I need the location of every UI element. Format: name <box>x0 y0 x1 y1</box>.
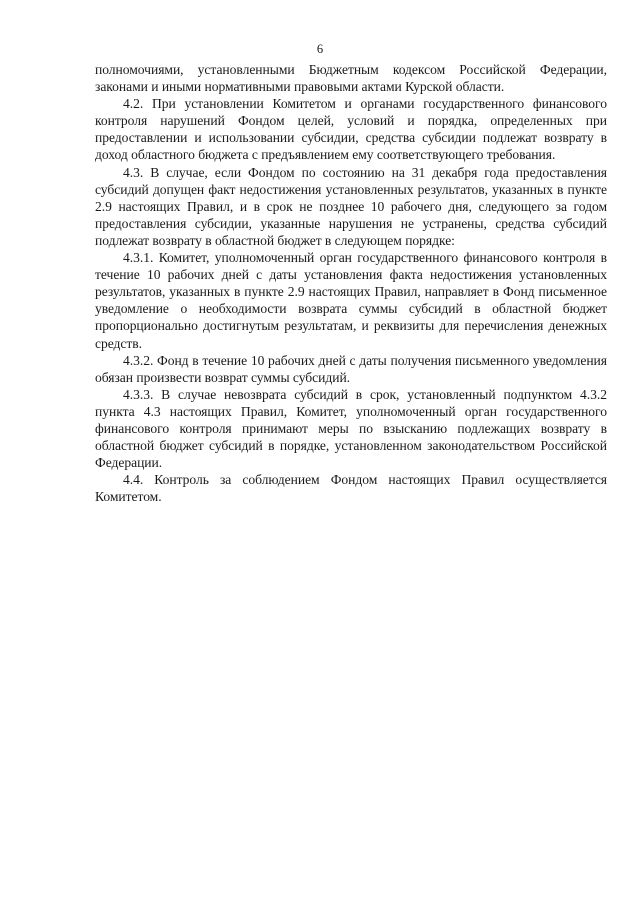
paragraph-4-3-2: 4.3.2. Фонд в течение 10 рабочих дней с даты получения письменного уведомления обязан произвести возврат суммы субсидий. <box>95 352 607 385</box>
document-body <box>95 61 607 505</box>
paragraph-4-4: 4.4. Контроль за соблюдением Фондом настоящих Правил осуществляется Комитетом. <box>95 472 607 505</box>
paragraph-continuation: полномочиями, установленными Бюджетным кодексом Российской Федерации, законами и иными нормативными правовыми актами Курской области. <box>95 62 607 95</box>
paragraph-4-3-1: 4.3.1. Комитет, уполномоченный орган государственного финансового контроля в течение 10 рабочих дней с даты установления факта недостижения установленных результатов, указанных в пункте 2.9 настоящих Правил, направляет в Фонд письменное уведомление о необходимости возврата суммы субсидий в областной бюджет пропорционально достигнутым результатам, и реквизиты для перечисления денежных средств. <box>95 250 607 351</box>
paragraph-4-3: 4.3. В случае, если Фондом по состоянию на 31 декабря года предоставления субсидий допущен факт недостижения установленных результатов, указанных в пункте 2.9 настоящих Правил, и в срок не позднее 10 рабочего дня, следующего за годом предоставления субсидии, указанные нарушения не устранены, средства субсидий подлежат возврату в областной бюджет в следующем порядке: <box>95 164 607 248</box>
paragraph-4-2: 4.2. При установлении Комитетом и органами государственного финансового контроля нарушений Фондом целей, условий и порядка, определенных при предоставлении и использовании субсидии, средства субсидии подлежат возврату в доход областного бюджета с предъявлением ему соответствующего требования. <box>95 96 607 163</box>
page-number: 6 <box>316 42 324 56</box>
paragraph-4-3-3: 4.3.3. В случае невозврата субсидий в срок, установленный подпунктом 4.3.2 пункта 4.3 настоящих Правил, Комитет, уполномоченный орган государственного финансового контроля принимают меры по взысканию подлежащих возврату в областной бюджет субсидий в порядке, установленном законодательством Российской Федерации. <box>95 386 607 471</box>
